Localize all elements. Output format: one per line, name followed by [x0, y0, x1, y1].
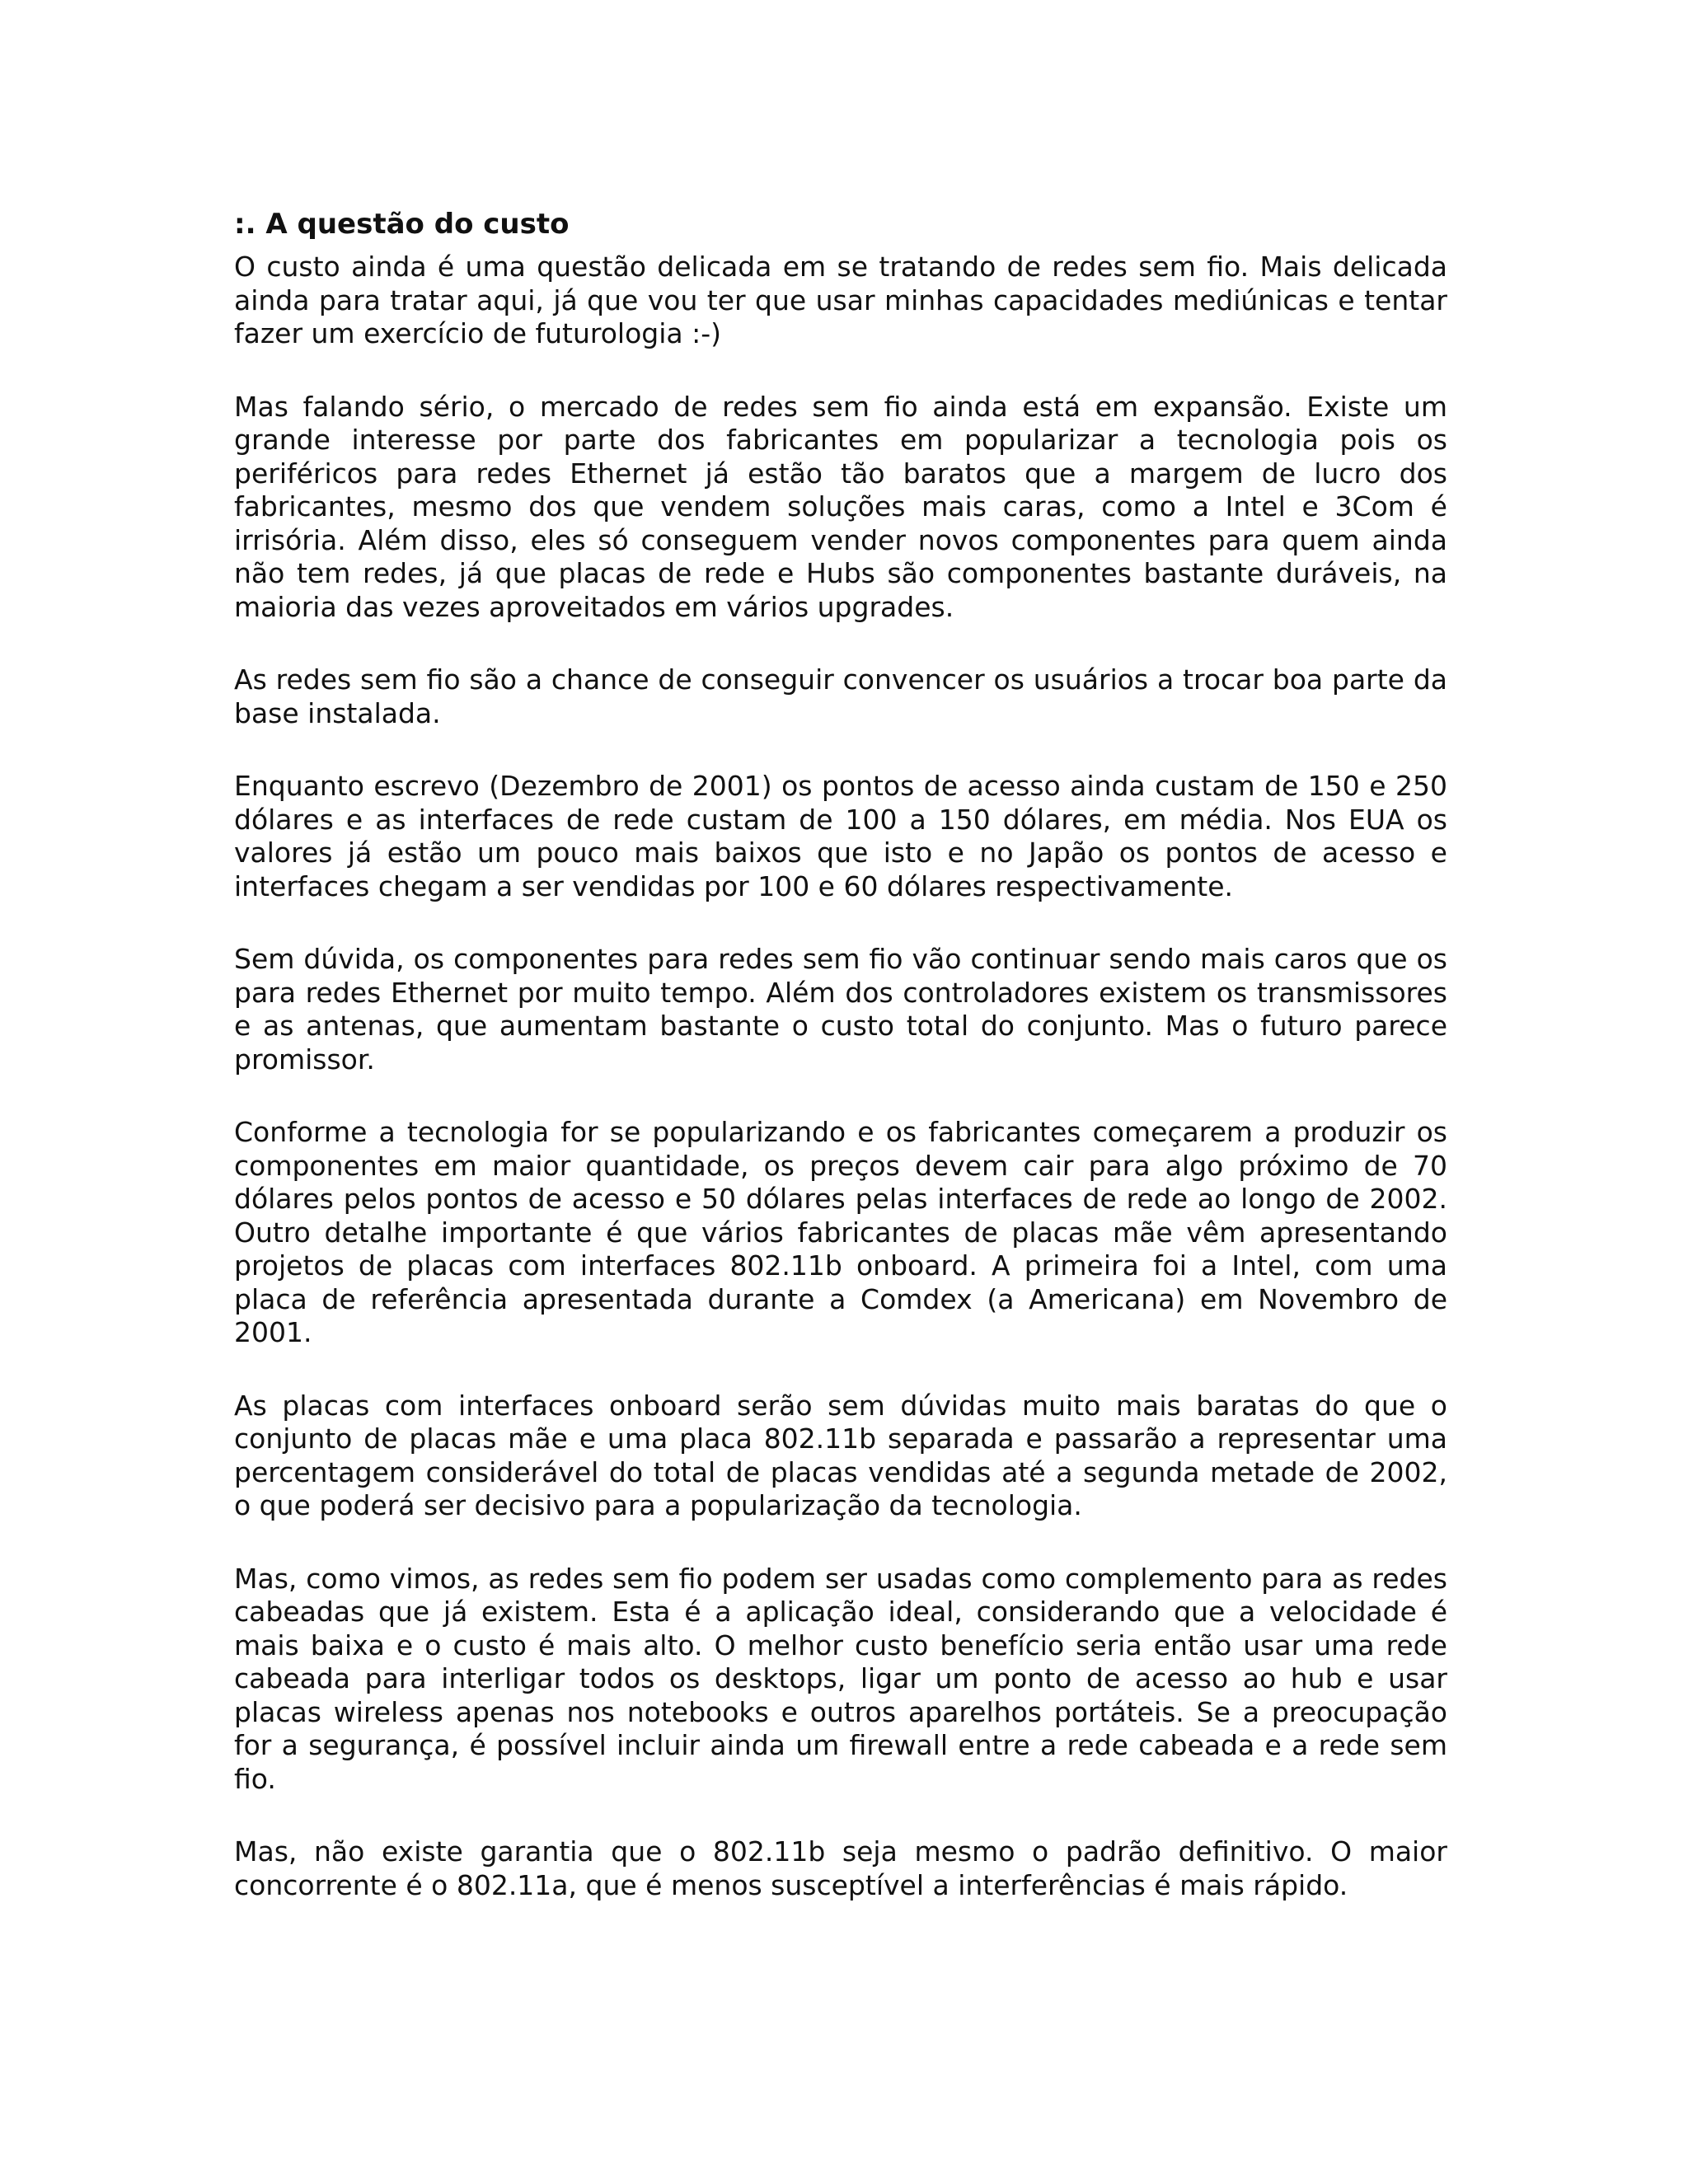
paragraph-1: O custo ainda é uma questão delicada em se tratando de redes sem fio. Mais delicada ainda para tratar aqui, já que vou ter que usar minhas capacidades mediúnicas e tentar fazer um exercício de futurologia :-): [234, 251, 1447, 349]
paragraph-5: Sem dúvida, os componentes para redes sem fio vão continuar sendo mais caros que os para redes Ethernet por muito tempo. Além dos controladores existem os transmissores e as antenas, que aumentam bastante o custo total do conjunto. Mas o futuro parece promissor.: [234, 943, 1447, 1076]
paragraph-7: As placas com interfaces onboard serão sem dúvidas muito mais baratas do que o conjunto de placas mãe e uma placa 802.11b separada e passarão a representar uma percentagem considerável do total de placas vendidas até a segunda metade de 2002, o que poderá ser decisivo para a popularização da tecnologia.: [234, 1389, 1447, 1521]
section-heading: :. A questão do custo: [234, 208, 570, 241]
paragraph-4: Enquanto escrevo (Dezembro de 2001) os pontos de acesso ainda custam de 150 e 250 dólares e as interfaces de rede custam de 100 a 150 dólares, em média. Nos EUA os valores já estão um pouco mais baixos que isto e no Japão os pontos de acesso e interfaces chegam a ser vendidas por 100 e 60 dólares respectivamente.: [234, 770, 1447, 902]
paragraph-9: Mas, não existe garantia que o 802.11b seja mesmo o padrão definitivo. O maior concorrente é o 802.11a, que é menos susceptível a interferências é mais rápido.: [234, 1835, 1447, 1901]
paragraph-3: As redes sem fio são a chance de conseguir convencer os usuários a trocar boa parte da base instalada.: [234, 663, 1447, 729]
paragraph-6: Conforme a tecnologia for se popularizando e os fabricantes começarem a produzir os componentes em maior quantidade, os preços devem cair para algo próximo de 70 dólares pelos pontos de acesso e 50 dólares pelas interfaces de rede ao longo de 2002. Outro detalhe importante é que vários fabricantes de placas mãe vêm apresentando projetos de placas com interfaces 802.11b onboard. A primeira foi a Intel, com uma placa de referência apresentada durante a Comdex (a Americana) em Novembro de 2001.: [234, 1116, 1447, 1348]
document-body: [234, 206, 1447, 1902]
paragraph-2: Mas falando sério, o mercado de redes sem fio ainda está em expansão. Existe um grande interesse por parte dos fabricantes em popularizar a tecnologia pois os periféricos para redes Ethernet já estão tão baratos que a margem de lucro dos fabricantes, mesmo dos que vendem soluções mais caras, como a Intel e 3Com é irrisória. Além disso, eles só conseguem vender novos componentes para quem ainda não tem redes, já que placas de rede e Hubs são componentes bastante duráveis, na maioria das vezes aproveitados em vários upgrades.: [234, 390, 1447, 623]
paragraph-8: Mas, como vimos, as redes sem fio podem ser usadas como complemento para as redes cabeadas que já existem. Esta é a aplicação ideal, considerando que a velocidade é mais baixa e o custo é mais alto. O melhor custo benefício seria então usar uma rede cabeada para interligar todos os desktops, ligar um ponto de acesso ao hub e usar placas wireless apenas nos notebooks e outros aparelhos portáteis. Se a preocupação for a segurança, é possível incluir ainda um firewall entre a rede cabeada e a rede sem fio.: [234, 1562, 1447, 1795]
